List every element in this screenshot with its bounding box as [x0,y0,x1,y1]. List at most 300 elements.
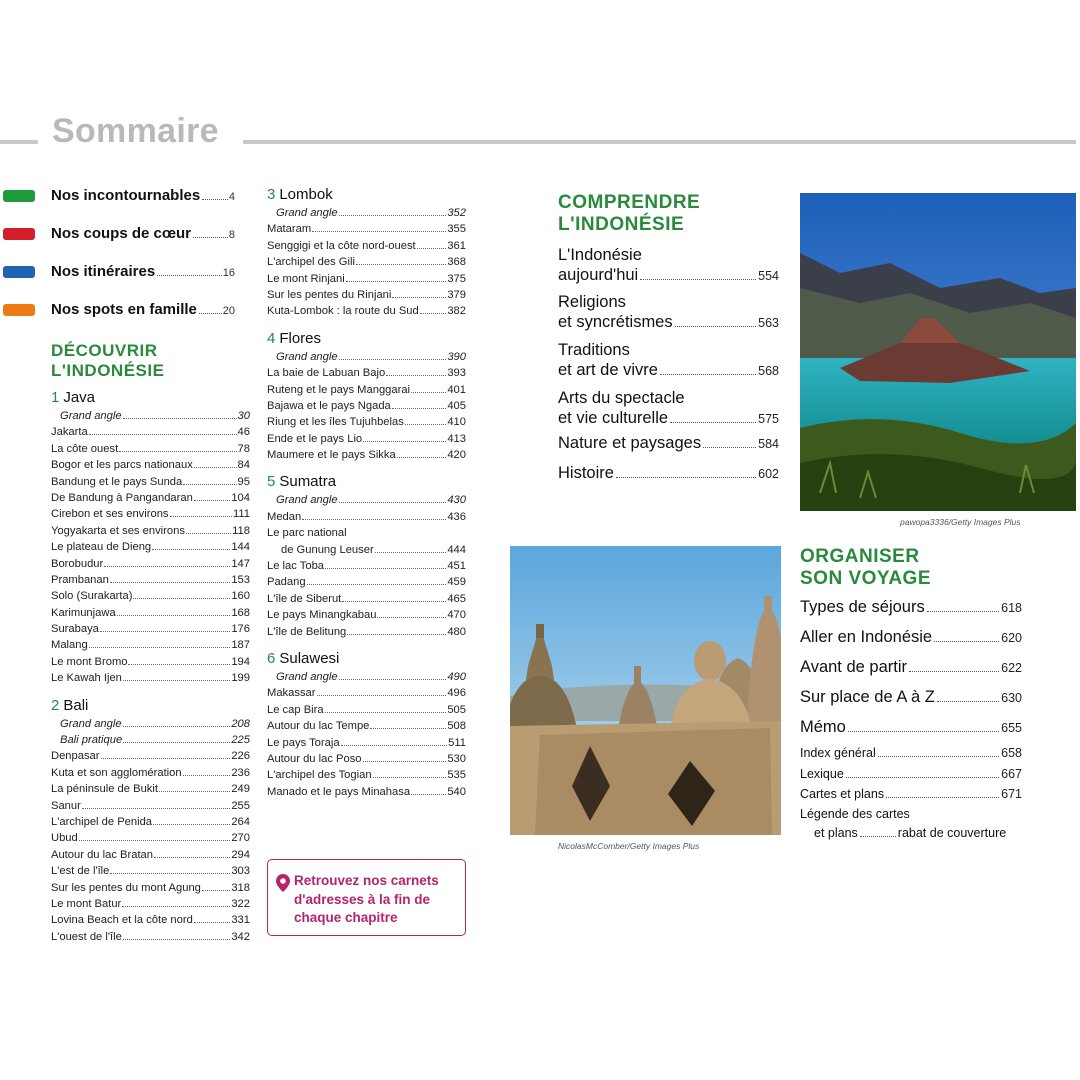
region-title [267,329,466,349]
leader-dots [909,671,999,672]
leader-dots [325,568,446,569]
organize-small-item-page: 658 [1001,746,1022,760]
understand-item-line2: et art de vivre [558,360,658,379]
toc-entry[interactable] [267,624,466,640]
understand-item[interactable] [558,246,779,286]
toc-entry-page: 480 [447,625,466,638]
toc-entry[interactable] [267,382,466,398]
organize-item-row [800,628,1022,649]
leader-dots [846,777,999,778]
toc-entry[interactable] [51,830,250,846]
toc-entry-label: L'archipel de Penida [51,815,153,828]
toc-entry-page: 111 [232,508,250,521]
toc-entry-page: 530 [447,752,466,765]
leader-dots [101,758,231,759]
top-photo-credit: pawopa3336/Getty Images Plus [900,517,1021,527]
toc-entry-label: Le plateau de Dieng [51,541,152,554]
organize-small-item-row [800,744,1022,763]
understand-item-line2-row [558,266,779,287]
leader-dots [640,279,756,280]
understand-item-line2-row [558,409,779,430]
highlight-label: Nos incontournables [51,187,201,204]
understand-item-line2: et syncrétismes [558,312,673,331]
toc-entry[interactable] [267,669,466,685]
understand-item-line2-row [558,313,779,334]
organize-item-label: Types de séjours [800,598,925,616]
toc-entry[interactable] [51,929,250,945]
toc-entry-page: 470 [447,609,466,622]
toc-entry[interactable] [267,431,466,447]
toc-entry-label: Mataram [267,223,312,236]
discover-heading-line1: DÉCOUVRIR [51,341,158,360]
leader-dots [100,631,230,632]
toc-entry[interactable] [267,509,466,525]
toc-entry-label: Kuta et son agglomération [51,766,182,779]
toc-entry[interactable] [267,349,466,365]
page-title: Sommaire [52,112,219,150]
toc-entry-label: Grand angle [60,717,122,730]
toc-entry[interactable] [267,492,466,508]
leader-dots [123,939,231,940]
toc-entry[interactable] [267,525,466,541]
toc-entry[interactable] [51,654,250,670]
leader-dots [420,313,447,314]
organize-item-page: 630 [1001,691,1022,705]
leader-dots [392,297,446,298]
toc-entry[interactable] [51,748,250,764]
toc-entry-page: 496 [447,687,466,700]
toc-entry[interactable] [267,574,466,590]
organize-item-row [800,718,1022,739]
toc-entry[interactable] [267,254,466,270]
toc-entry-label: Kuta-Lombok : la route du Sud [267,305,419,318]
toc-entry[interactable] [267,718,466,734]
toc-entry[interactable] [267,702,466,718]
callout-line1: Retrouvez nos carnets [294,873,439,888]
understand-item-line1: Religions [558,293,626,311]
organize-item-page: 655 [1001,721,1022,735]
toc-entry-page: 355 [447,223,466,236]
region-flores [267,329,466,464]
leader-dots [153,824,230,825]
toc-entry[interactable] [267,685,466,701]
toc-entry-page: 420 [447,449,466,462]
leader-dots [616,477,756,478]
toc-entry[interactable] [267,591,466,607]
organize-item-row [800,598,1022,619]
leader-dots [89,647,231,648]
leader-dots [339,215,447,216]
leader-dots [122,906,230,907]
toc-entry-label: Grand angle [276,670,338,683]
toc-entry-label: Karimunjawa [51,606,116,619]
highlight-label: Nos coups de cœur [51,225,192,242]
toc-entry[interactable] [51,814,250,830]
highlight-page: 16 [222,267,235,279]
leader-dots [927,611,999,612]
organize-heading-line2: SON VOYAGE [800,568,932,589]
volcano-lake-photo [800,193,1076,511]
toc-entry[interactable] [51,588,250,604]
toc-entry[interactable] [51,457,250,473]
toc-entry-page: 331 [231,914,250,927]
toc-entry-page: 153 [231,573,250,586]
leader-dots [341,745,448,746]
toc-entry[interactable] [267,414,466,430]
discover-heading-line2: L'INDONÉSIE [51,361,165,380]
toc-entry[interactable] [267,271,466,287]
toc-entry-page: 84 [237,459,250,472]
toc-entry-page: 46 [237,426,250,439]
understand-item[interactable] [558,341,779,381]
region-title [51,388,250,408]
region-name: Bali [63,696,89,714]
organize-item-page: 622 [1001,661,1022,675]
toc-entry[interactable] [267,558,466,574]
organize-item[interactable] [800,658,1022,679]
leader-dots [312,231,446,232]
leader-dots [346,281,447,282]
toc-entry[interactable] [267,447,466,463]
organize-item[interactable] [800,628,1022,649]
toc-entry-page: 465 [447,592,466,605]
callout-line2: d'adresses à la fin de [294,891,431,907]
callout-line3: chaque chapitre [294,910,398,925]
toc-entry-page: 78 [237,442,250,455]
leader-dots [194,500,231,501]
toc-entry-page: 535 [447,769,466,782]
toc-entry[interactable] [51,523,250,539]
toc-column-2 [267,185,466,809]
leader-dots [89,434,237,435]
understand-item-line2: et vie culturelle [558,408,669,427]
organize-item[interactable] [800,718,1022,739]
toc-entry[interactable] [267,238,466,254]
toc-entry-page: 444 [447,543,466,556]
toc-entry-label: Sur les pentes du Rinjani [267,288,392,301]
leader-dots [325,712,447,713]
leader-dots [194,922,231,923]
toc-entry-label: La côte ouest [51,442,119,455]
region-title [267,472,466,492]
toc-entry-page: 318 [231,881,250,894]
toc-entry-label: Le pays Minangkabau [267,609,377,622]
toc-entry[interactable] [267,398,466,414]
leader-dots [375,552,447,553]
toc-entry-label: Bogor et les parcs nationaux [51,459,193,472]
toc-entry[interactable] [51,474,250,490]
toc-entry[interactable] [267,607,466,623]
toc-entry-label: Le Kawah Ijen [51,672,122,685]
toc-entry-label: Grand angle [276,350,338,363]
leader-dots [202,890,230,891]
toc-entry[interactable] [51,506,250,522]
toc-entry[interactable] [51,798,250,814]
organize-item[interactable] [800,688,1022,709]
toc-entry[interactable] [51,572,250,588]
leader-dots [152,549,230,550]
organize-small-item[interactable] [800,785,1022,804]
toc-entry[interactable] [51,424,250,440]
leader-dots [386,375,446,376]
leader-dots [848,731,999,732]
organize-item-label: Avant de partir [800,658,908,676]
borobudur-photo [510,546,781,835]
leader-dots [183,775,231,776]
toc-entry-label: Grand angle [276,207,338,219]
leader-dots [937,701,999,702]
understand-item-page: 568 [758,363,779,378]
understand-item-page: 563 [758,315,779,330]
toc-entry-label: Le pays Toraja [267,736,340,749]
organize-small-item-page: 671 [1001,787,1022,801]
toc-entry-page: 451 [447,560,466,573]
leader-dots [133,598,230,599]
toc-entry-page: 322 [231,897,250,910]
region-name: Flores [279,329,322,347]
toc-entry-page: 118 [232,524,250,537]
leader-dots [339,679,447,680]
toc-entry[interactable] [51,781,250,797]
address-callout [267,859,466,936]
organize-list [800,598,1022,748]
understand-item-page: 554 [758,268,779,283]
region-bali [51,696,250,945]
toc-entry[interactable] [267,784,466,800]
leader-dots [186,533,231,534]
toc-entry-label: Autour du lac Tempe [267,720,370,733]
toc-entry-label: Le mont Rinjani [267,272,345,285]
leader-dots [199,313,222,314]
toc-entry-page: 294 [231,848,250,861]
toc-entry[interactable] [51,441,250,457]
map-pin-icon [276,874,290,897]
toc-entry-label: Le mont Batur [51,897,122,910]
leader-dots [302,519,446,520]
understand-item-line2-row [558,464,779,485]
leader-dots [82,808,230,809]
organize-small-item-page: 667 [1001,766,1022,781]
toc-entry-label: Senggigi et la côte nord-ouest [267,239,416,252]
leader-dots [307,584,447,585]
toc-entry[interactable] [51,408,250,424]
toc-entry[interactable] [51,556,250,572]
toc-entry-page: 390 [447,350,466,363]
toc-entry-label: Borobudur [51,557,104,570]
organize-item-page: 620 [1001,631,1022,645]
toc-entry-label: Manado et le pays Minahasa [267,785,411,798]
toc-entry[interactable] [51,880,250,896]
toc-entry[interactable] [51,847,250,863]
organize-small-item-label: Index général [800,746,876,760]
toc-entry-page: 187 [231,639,250,652]
toc-entry-page: 160 [231,590,250,603]
toc-entry[interactable] [267,735,466,751]
highlight-page: 20 [222,305,235,317]
toc-entry[interactable] [51,605,250,621]
organize-small-list [800,744,1022,806]
leader-dots [660,374,756,375]
toc-entry[interactable] [51,637,250,653]
understand-item-line2-row [558,361,779,382]
toc-entry-label: Ubud [51,832,78,845]
leader-dots [397,457,447,458]
leader-dots [377,617,446,618]
leader-dots [363,441,446,442]
toc-entry-label: Sur les pentes du mont Agung [51,881,201,894]
understand-item[interactable] [558,464,779,485]
leader-dots [411,794,446,795]
toc-entry-page: 95 [237,475,250,488]
region-java [51,388,250,687]
toc-entry-page: 176 [231,623,250,636]
toc-entry-page: 413 [447,432,466,445]
organize-item-label: Aller en Indonésie [800,628,933,646]
leader-dots [886,797,999,798]
organize-item[interactable] [800,598,1022,619]
understand-item[interactable] [558,389,779,429]
toc-entry-page: 342 [231,930,250,943]
toc-entry-page: 430 [447,494,466,507]
leader-dots [363,761,447,762]
toc-entry-label: Makassar [267,687,316,700]
organize-item-label: Mémo [800,718,846,736]
toc-entry[interactable] [51,765,250,781]
region-title [51,696,250,716]
toc-entry[interactable] [51,490,250,506]
toc-entry-page: 104 [231,491,250,504]
understand-item-line2: aujourd'hui [558,265,639,284]
organize-item-row [800,688,1022,709]
highlight-swatch [3,266,35,278]
toc-entry[interactable] [51,912,250,928]
toc-entry[interactable] [51,621,250,637]
region-number: 4 [267,329,276,347]
toc-entry-page: 368 [447,256,466,269]
toc-entry[interactable] [51,539,250,555]
toc-entry-label: L'est de l'île [51,865,110,878]
understand-item[interactable] [558,434,779,455]
leader-dots [347,634,446,635]
region-sumatra [267,472,466,640]
organize-heading [800,546,931,590]
toc-entry-page: 303 [231,865,250,878]
organize-small-item-label: Cartes et plans [800,787,885,801]
organize-small-item-label: Lexique [800,766,844,781]
legend-line1: Légende des cartes [800,807,910,821]
toc-entry-page: 361 [447,239,466,252]
toc-entry-page: 508 [447,720,466,733]
toc-entry-page: 505 [447,703,466,716]
toc-entry-page: 540 [447,785,466,798]
toc-entry-label: Le parc national [267,527,347,540]
toc-entry[interactable] [51,863,250,879]
toc-entry-page: 208 [231,717,250,730]
region-title [267,649,466,669]
leader-dots [170,516,232,517]
leader-dots [123,680,230,681]
toc-entry-page: 199 [231,672,250,685]
region-name: Lombok [279,186,333,203]
toc-entry[interactable] [267,221,466,237]
toc-entry-label: Yogyakarta et ses environs [51,524,185,537]
highlight-item [3,187,235,204]
leader-dots [703,447,756,448]
region-number: 6 [267,649,276,667]
region-name: Sulawesi [279,649,340,667]
organize-small-item[interactable] [800,765,1022,784]
understand-item[interactable] [558,293,779,333]
toc-entry[interactable] [51,732,250,748]
toc-entry-label: Grand angle [276,494,338,507]
highlight-swatch [3,190,35,202]
toc-entry[interactable] [267,751,466,767]
toc-entry[interactable] [267,542,466,558]
organize-heading-line1: ORGANISER [800,546,920,567]
toc-entry-label: Le cap Bira [267,703,324,716]
toc-entry-page: 511 [448,736,466,749]
understand-item-line2: Nature et paysages [558,434,702,452]
toc-entry[interactable] [51,896,250,912]
toc-entry[interactable] [267,767,466,783]
toc-entry-page: 401 [447,383,466,396]
leader-dots [411,392,446,393]
toc-entry-page: 352 [447,207,466,219]
toc-entry-page: 30 [237,410,250,422]
toc-entry[interactable] [51,716,250,732]
toc-entry[interactable] [267,365,466,381]
toc-entry-label: Autour du lac Bratan [51,848,153,861]
understand-heading [558,192,700,236]
toc-entry-label: L'île de Siberut [267,592,342,605]
leader-dots [119,451,236,452]
toc-entry[interactable] [267,287,466,303]
toc-entry[interactable] [51,670,250,686]
toc-entry-page: 490 [447,670,466,683]
toc-entry-page: 270 [231,832,250,845]
leader-dots [670,422,756,423]
leader-dots [117,615,231,616]
highlight-page: 4 [228,191,235,203]
organize-small-item[interactable] [800,744,1022,763]
leader-dots [405,424,447,425]
bottom-photo-credit: NicolasMcComber/Getty Images Plus [558,841,700,851]
highlight-label: Nos spots en famille [51,301,197,318]
leader-dots [878,756,999,757]
region-number: 5 [267,473,276,491]
toc-entry-page: 264 [231,815,250,828]
understand-item-line1: Arts du spectacle [558,389,685,407]
organize-small-item-row [800,765,1022,784]
toc-entry[interactable] [267,205,466,221]
leader-dots [79,840,231,841]
toc-entry-page: 379 [447,288,466,301]
leader-dots [373,777,447,778]
region-name: Java [63,389,96,406]
region-lombok [267,185,466,320]
highlight-page: 8 [228,229,235,241]
toc-entry-label: Denpasar [51,750,100,763]
toc-entry[interactable] [267,303,466,319]
leader-dots [110,582,230,583]
highlight-item [3,225,235,242]
leader-dots [154,857,230,858]
toc-entry-label: Maumere et le pays Sikka [267,449,396,462]
toc-entry-label: Le mont Bromo [51,655,128,668]
leader-dots [675,326,757,327]
understand-item-line2: Histoire [558,464,614,482]
highlight-swatch [3,228,35,240]
